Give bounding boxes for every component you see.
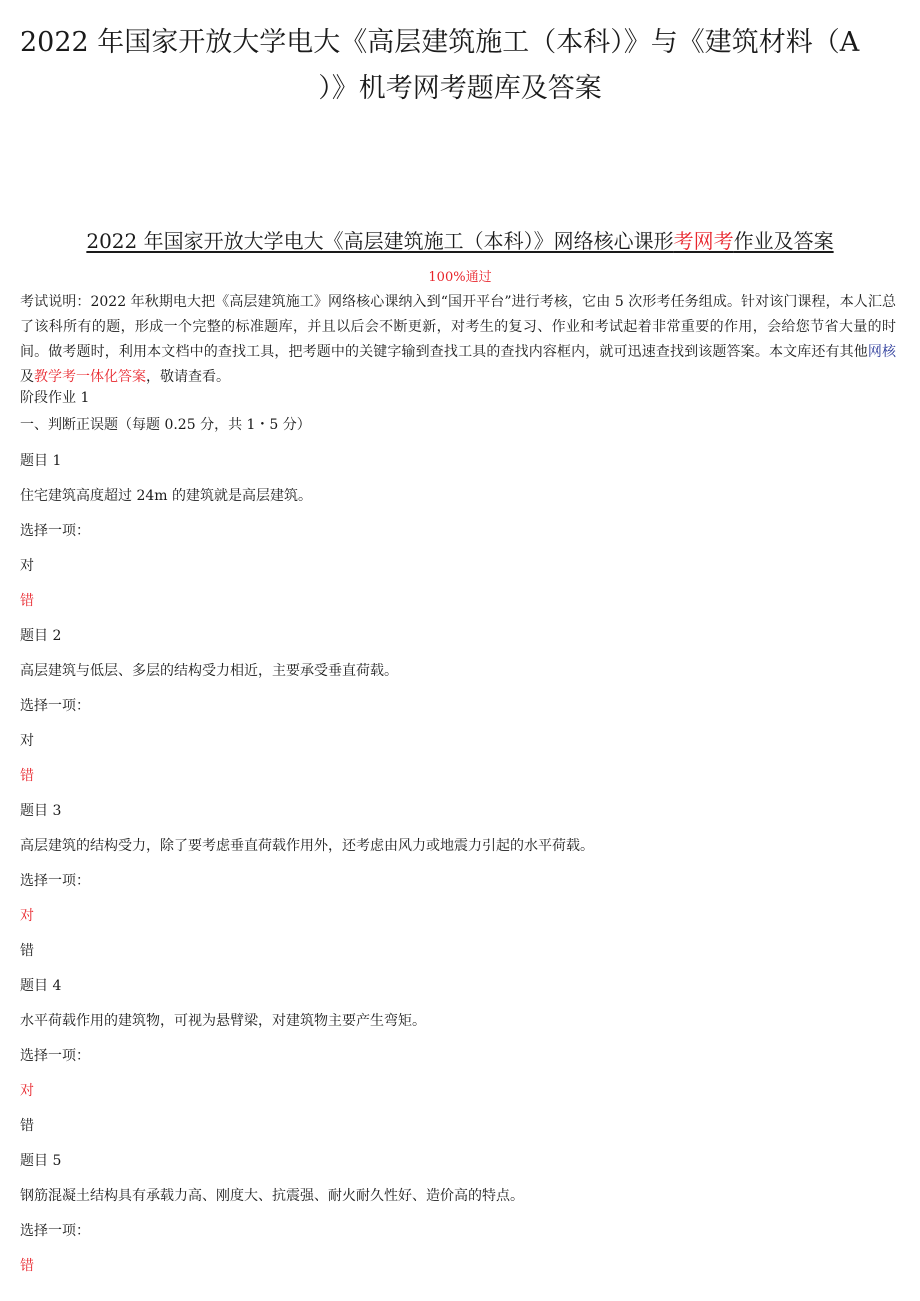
question-label: 题目 5 bbox=[20, 1153, 62, 1169]
question-label: 题目 4 bbox=[20, 978, 62, 994]
intro-paragraph bbox=[20, 290, 896, 390]
option-true: 对 bbox=[20, 558, 34, 574]
title-line-2: ）》机考网考题库及答案 bbox=[318, 73, 602, 104]
question-label: 题目 1 bbox=[20, 453, 62, 469]
option-true: 对 bbox=[20, 733, 34, 749]
intro-link-answers[interactable]: 教学考一体化答案 bbox=[34, 369, 146, 385]
option-false: 错 bbox=[20, 943, 34, 959]
question-label: 题目 2 bbox=[20, 628, 62, 644]
option-true-answer: 对 bbox=[20, 1083, 34, 1099]
choose-label: 选择一项： bbox=[20, 698, 90, 714]
subtitle bbox=[0, 226, 920, 256]
question-text: 水平荷载作用的建筑物，可视为悬臂梁，对建筑物主要产生弯矩。 bbox=[20, 1013, 426, 1029]
option-true-answer: 对 bbox=[20, 908, 34, 924]
question-text: 住宅建筑高度超过 24m 的建筑就是高层建筑。 bbox=[20, 488, 312, 504]
document-title bbox=[20, 20, 900, 112]
choose-label: 选择一项： bbox=[20, 1048, 90, 1064]
choose-label: 选择一项： bbox=[20, 873, 90, 889]
stage-heading: 阶段作业 1 bbox=[20, 390, 90, 406]
subtitle-highlight: 考网考 bbox=[673, 229, 734, 253]
option-false-answer: 错 bbox=[20, 593, 34, 609]
intro-text-and: 及 bbox=[20, 369, 34, 385]
option-false: 错 bbox=[20, 1118, 34, 1134]
intro-text: 考试说明：2022 年秋期电大把《高层建筑施工》网络核心课纳入到“国开平台”进行考核，它由 5 次形考任务组成。针对该门课程，本人汇总了该科所有的题，形成一个完整的标准题库，并且以后会不断更新，对考生的复习、作业和考试起着非常重要的作用，会给您节省大量的时间。做考题时，利用本文档中的查找工具，把考题中的关键字输到查找工具的查找内容框内，就可迅速查找到该题答案。本文库还有其他 bbox=[20, 294, 896, 360]
section-heading: 一、判断正误题（每题 0.25 分，共 1・5 分） bbox=[20, 417, 311, 433]
question-text: 钢筋混凝土结构具有承载力高、刚度大、抗震强、耐火耐久性好、造价高的特点。 bbox=[20, 1188, 524, 1204]
pass-note: 100%通过 bbox=[428, 270, 492, 285]
intro-link-wanghe[interactable]: 网核 bbox=[867, 344, 897, 360]
subtitle-part-1: 2022 年国家开放大学电大《高层建筑施工（本科）》网络核心课形 bbox=[86, 229, 674, 253]
choose-label: 选择一项： bbox=[20, 1223, 90, 1239]
title-line-1: 2022 年国家开放大学电大《高层建筑施工（本科）》与《建筑材料（A bbox=[20, 27, 860, 58]
question-label: 题目 3 bbox=[20, 803, 62, 819]
question-text: 高层建筑的结构受力，除了要考虑垂直荷载作用外，还考虑由风力或地震力引起的水平荷载。 bbox=[20, 838, 594, 854]
question-text: 高层建筑与低层、多层的结构受力相近，主要承受垂直荷载。 bbox=[20, 663, 398, 679]
option-false-answer: 错 bbox=[20, 1258, 34, 1274]
option-false-answer: 错 bbox=[20, 768, 34, 784]
choose-label: 选择一项： bbox=[20, 523, 90, 539]
intro-text-end: ，敬请查看。 bbox=[146, 369, 230, 385]
subtitle-part-3: 作业及答案 bbox=[733, 229, 834, 253]
